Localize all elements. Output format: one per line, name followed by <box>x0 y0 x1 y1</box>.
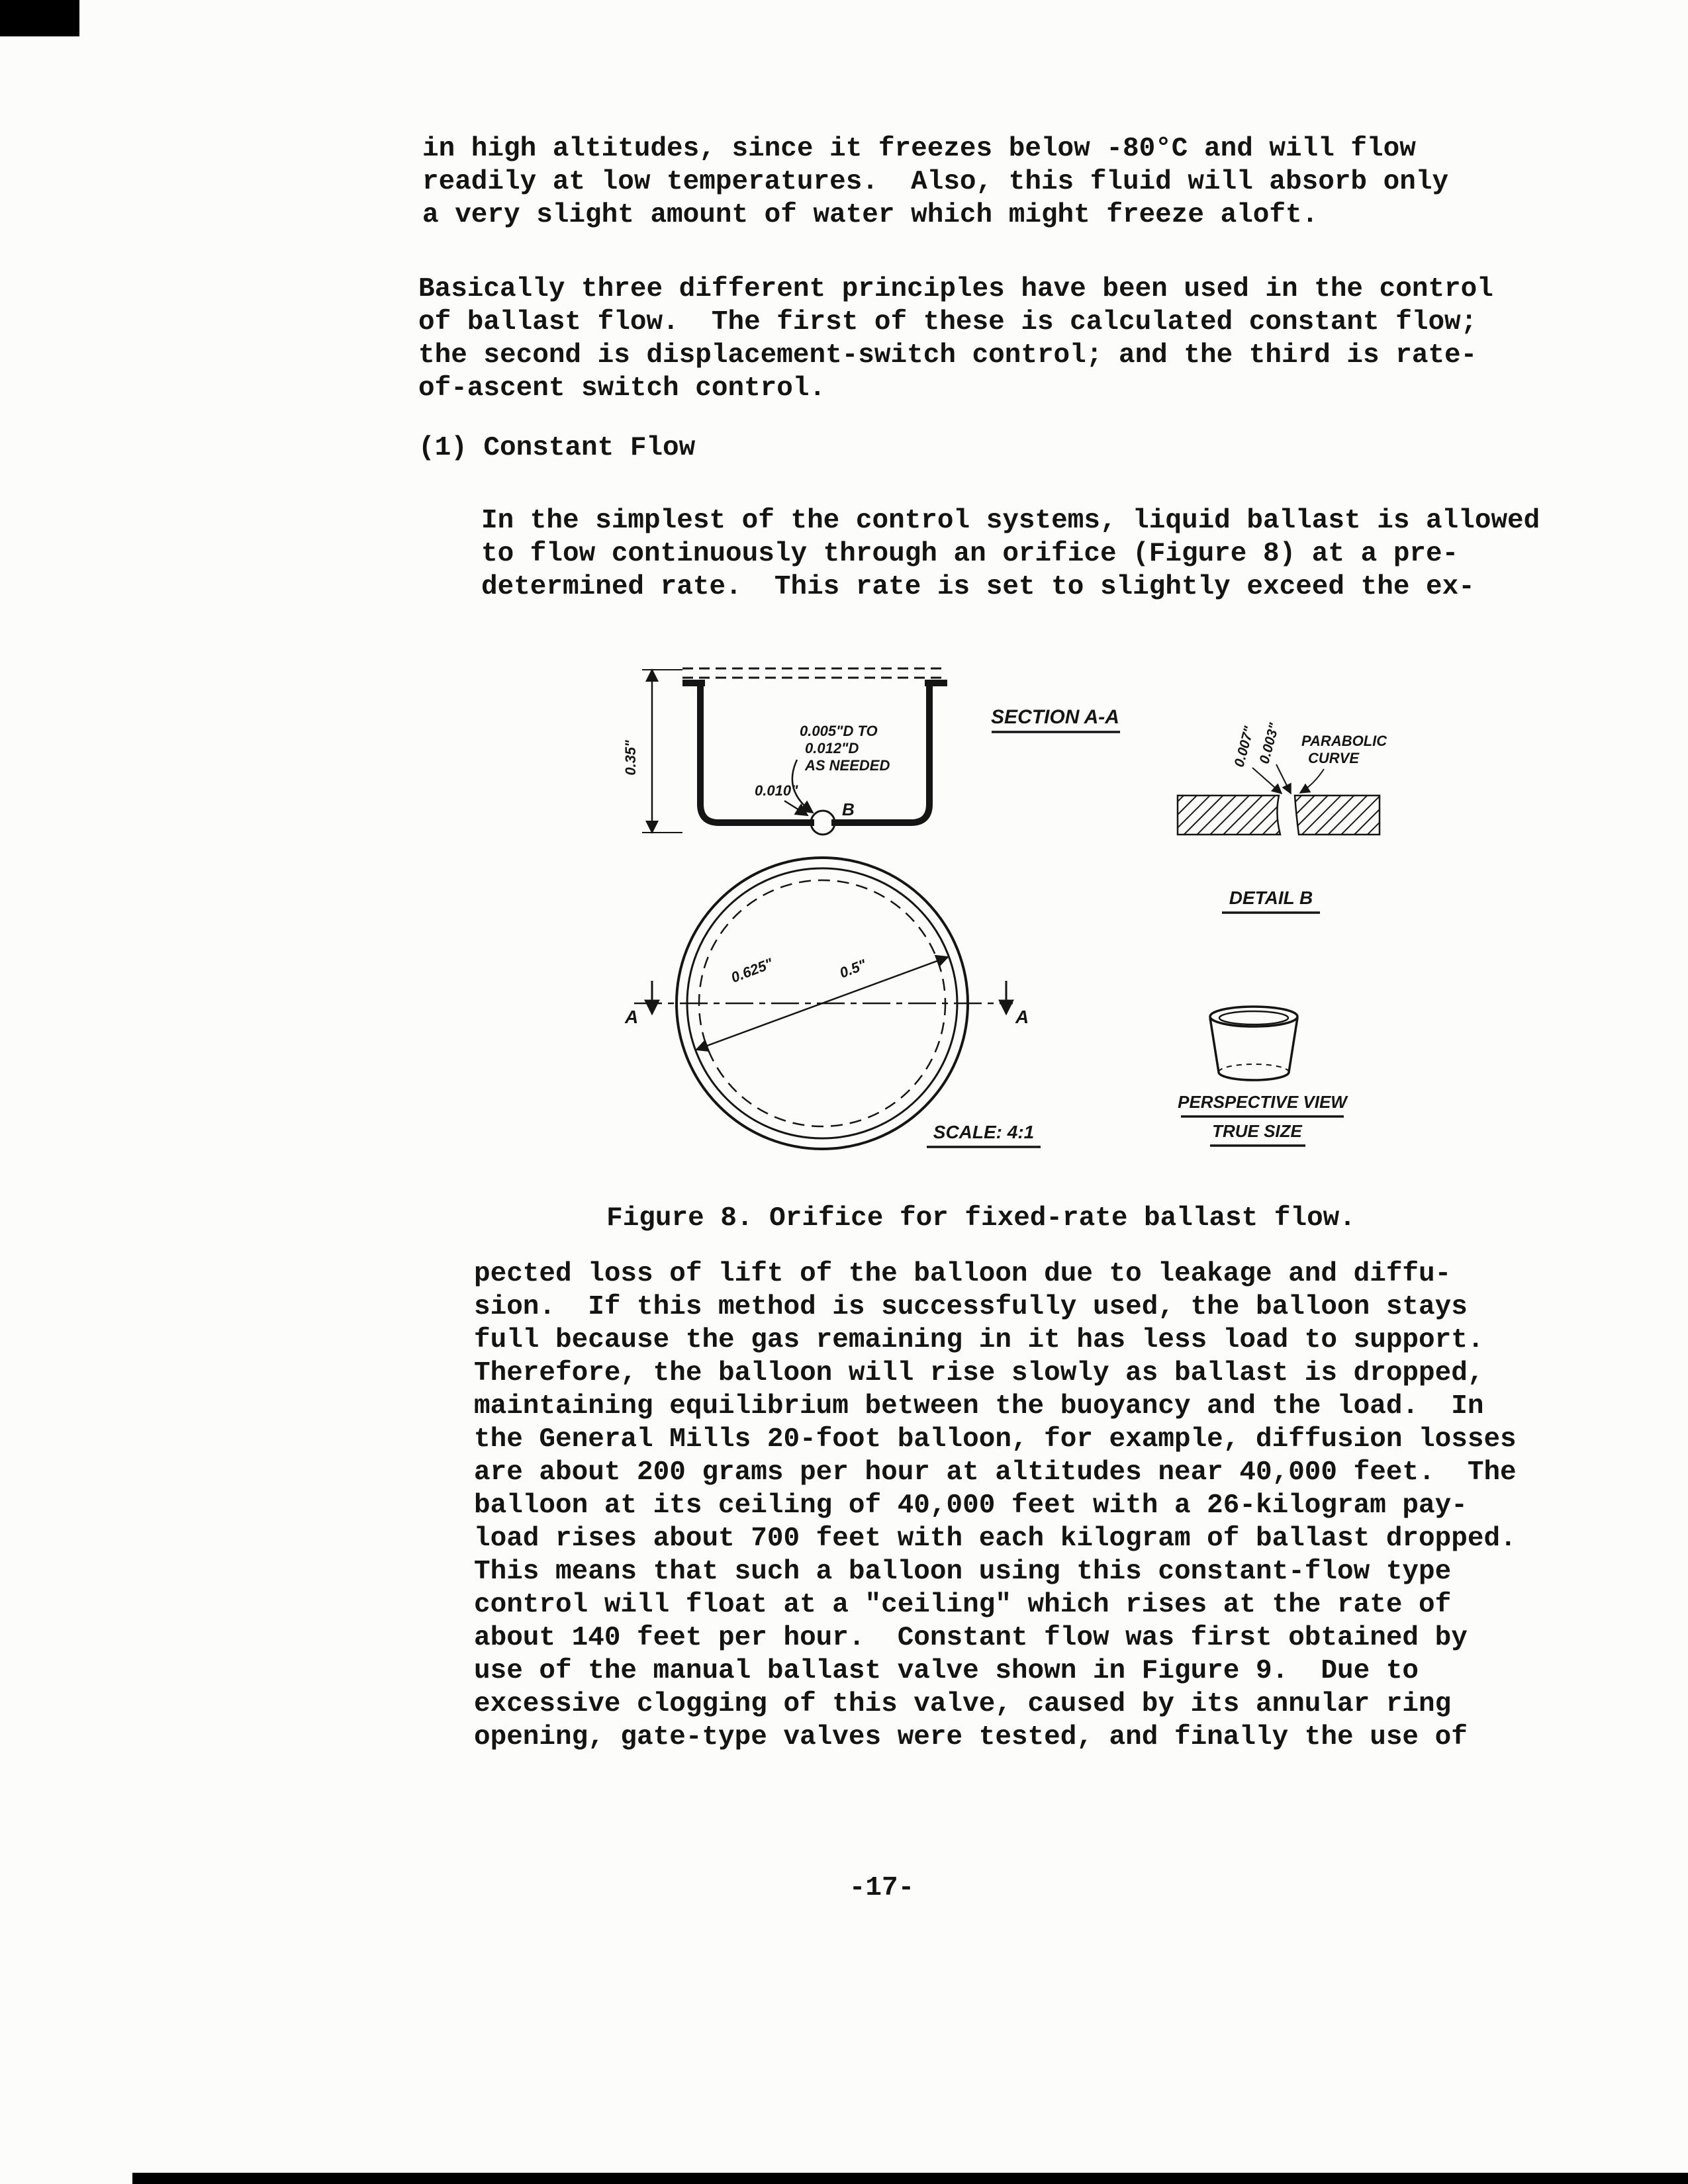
dim-0007-label: 0.007" <box>1231 725 1257 769</box>
true-size-label: TRUE SIZE <box>1212 1121 1302 1141</box>
svg-text:SCALE: 4:1: SCALE: 4:1 <box>933 1122 1035 1142</box>
dia-05-label: 0.5" <box>837 956 869 981</box>
page-number: -17- <box>849 1873 915 1903</box>
scan-artifact-bottom-bar <box>132 2173 1688 2184</box>
perspective-view-label <box>1178 1092 1348 1146</box>
section-a-right-label: A <box>1015 1007 1029 1027</box>
section-a-left-label: A <box>625 1007 639 1027</box>
parabolic-curve-label-line1: PARABOLIC <box>1301 733 1387 749</box>
figure-8-orifice-drawing <box>596 649 1456 1198</box>
dim-035-label: 0.35" <box>622 740 639 776</box>
figure-8-caption: Figure 8. Orifice for fixed-rate ballast flow. <box>606 1203 1356 1234</box>
orifice-note-line3: AS NEEDED <box>805 757 890 774</box>
dim-0003-label: 0.003" <box>1256 721 1282 766</box>
dim-0010-label: 0.010" <box>755 782 798 799</box>
cup-section-drawing <box>622 668 947 835</box>
svg-text:PERSPECTIVE VIEW: PERSPECTIVE VIEW <box>1178 1092 1347 1112</box>
orifice-note-line1: 0.005"D TO <box>800 723 878 739</box>
svg-text:SECTION A-A: SECTION A-A <box>991 706 1119 728</box>
orifice-plan-view <box>624 858 1029 1149</box>
paragraph-constant-flow-detail: pected loss of lift of the balloon due to leakage and diffu- sion. If this method is successfully used, the balloon stays full because the gas remaining in it has less load to support. Therefore, the balloon will rise slowly as ballast is dropped, maintaining equilibrium between the buoyancy and the load. In the General Mills 20-foot balloon, for example, diffusion losses are about 200 grams per hour at altitudes near 40,000 feet. The balloon at its ceiling of 40,000 feet with a 26-kilogram pay- load rises about 700 feet with each kilogram of ballast dropped. This means that such a balloon using this constant-flow type control will float at a "ceiling" which rises at the rate of about 140 feet per hour. Constant flow was first obtained by use of the manual ballast valve shown in Figure 9. Due to excessive clogging of this valve, caused by its annular ring opening, gate-type valves were tested, and finally the use of <box>474 1259 1517 1752</box>
scale-label <box>927 1122 1041 1147</box>
perspective-cup-drawing <box>1210 1007 1297 1080</box>
heading-constant-flow: (1) Constant Flow <box>418 433 696 463</box>
detail-b-title: DETAIL B <box>1229 887 1313 908</box>
section-aa-label <box>991 706 1120 732</box>
dia-0625-label: 0.625" <box>728 954 775 986</box>
detail-b-drawing <box>1178 721 1387 913</box>
orifice-note-line2: 0.012"D <box>805 740 859 756</box>
parabolic-curve-label-line2: CURVE <box>1308 750 1360 766</box>
scan-artifact-top-left <box>0 0 79 36</box>
paragraph-fluid-properties: in high altitudes, since it freezes below -80°C and will flow readily at low temperatures. Also, this fluid will absorb only a very slight amount of water which might freeze aloft. <box>422 134 1449 230</box>
paragraph-simplest-control: In the simplest of the control systems, liquid ballast is allowed to flow continuously through an orifice (Figure 8) at a pre- determined rate. This rate is set to slightly exceed the ex- <box>481 506 1540 602</box>
paragraph-three-principles: Basically three different principles have been used in the control of ballast flow. The first of these is calculated constant flow; the second is displacement-switch control; and the third is rate- of-ascent switch control. <box>418 274 1493 404</box>
detail-b-point-label: B <box>842 799 855 819</box>
